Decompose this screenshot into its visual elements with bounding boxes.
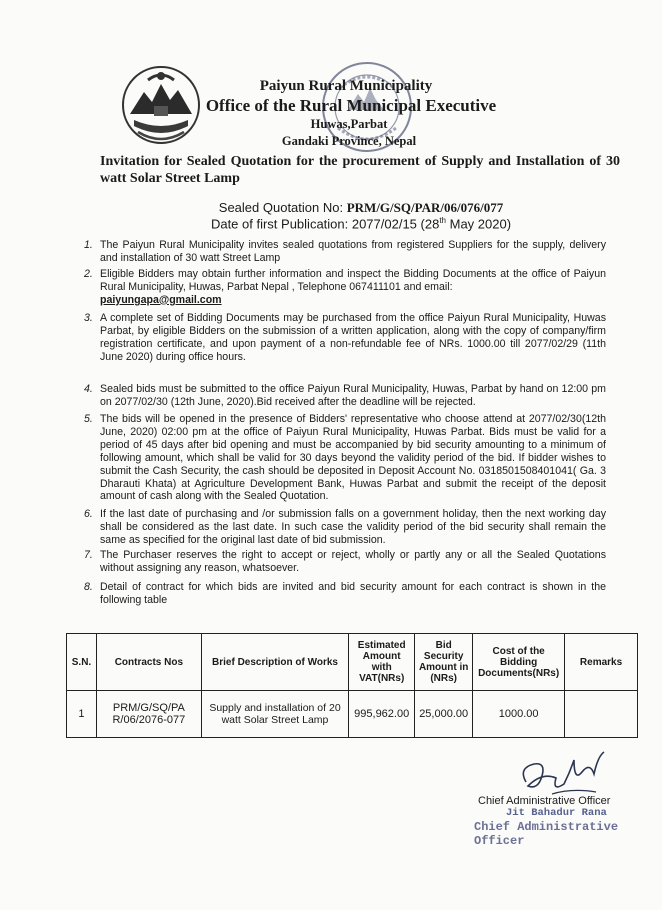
cell-bid-security: 25,000.00 — [415, 691, 473, 738]
office-name: Office of the Rural Municipal Executive — [205, 96, 497, 115]
list-item — [84, 268, 606, 307]
address-line-2: Gandaki Province, Nepal — [281, 134, 417, 148]
list-item — [84, 581, 606, 607]
item-text: The bids will be opened in the presence of Bidders' representative who choose attend at 2077/02/30(12th June, 2020) 02:00 pm at the office of Paiyun Rural Municipality, Huwas Parbat. Bids must be valid for a period of 45 days after bid opening and must be accompanied by bid security amounting to a minimum of following amount, which shall be valid for 30 days beyond the validity period of the bid. If bidder wishes to submit the Cash Security, the cash should be deposited in Deposit Account No. 0318501508401041( Ga. 3 Dharauti Khata) at Agriculture Development Bank, Huwas Parbat and submit the receipt of the deposit amount of cash along with the Sealed Quotation. — [100, 413, 606, 503]
address-line-1: Huwas,Parbat — [310, 117, 388, 131]
item-text: A complete set of Bidding Documents may be purchased from the office Paiyun Rural Municipality, Huwas Parbat, by eligible Bidders on the submission of a written application, along with the copy of company/firm registration certificate, and upon payment of a non-refundable fee of NRs. 1000.00 till 2077/02/29 (11th June 2020) during office hours. — [100, 312, 606, 363]
signatory-name: Jit Bahadur Rana — [506, 807, 607, 819]
quotation-number-label: Sealed Quotation No: — [218, 200, 344, 215]
publication-date-line — [0, 216, 662, 231]
item-number: 5. — [84, 413, 93, 425]
cell-description: Supply and installation of 20 watt Solar Street Lamp — [201, 691, 348, 738]
header-estimated-amount: Estimated Amount with VAT(NRs) — [349, 634, 415, 691]
cell-contract-no: PRM/G/SQ/PA R/06/2076-077 — [96, 691, 201, 738]
quotation-number-line — [0, 200, 662, 216]
item-number: 3. — [84, 312, 93, 324]
table-row — [67, 691, 638, 738]
list-item — [84, 508, 606, 547]
item-text: Eligible Bidders may obtain further information and inspect the Bidding Documents at the office of Paiyun Rural Municipality, Huwas, Parbat Nepal , Telephone 067411101 and email: — [100, 268, 606, 293]
item-number: 8. — [84, 581, 93, 593]
signatory-title: Chief Administrative Officer — [478, 795, 611, 807]
municipality-name: Paiyun Rural Municipality — [259, 78, 433, 94]
quotation-number: PRM/G/SQ/PAR/06/076/077 — [346, 200, 504, 215]
publication-date: Date of first Publication: 2077/02/15 (28 — [210, 216, 440, 232]
cell-document-cost: 1000.00 — [473, 691, 565, 738]
publication-date-end: May 2020) — [446, 216, 512, 232]
header-bid-security: Bid Security Amount in (NRs) — [415, 634, 473, 691]
item-text: Sealed bids must be submitted to the office Paiyun Rural Municipality, Huwas, Parbat by hand on 12:00 pm on 2077/02/30 (12th June, 2020).Bid received after the deadline will be rejected. — [100, 383, 606, 408]
header-document-cost: Cost of the Bidding Documents(NRs) — [473, 634, 565, 691]
item-number: 6. — [84, 508, 93, 520]
signatory-stamp: Chief Administrative Officer — [474, 820, 619, 848]
header-contract-no: Contracts Nos — [96, 634, 201, 691]
header-description: Brief Description of Works — [201, 634, 348, 691]
email-link[interactable]: paiyungapa@gmail.com — [100, 293, 222, 306]
item-text: The Paiyun Rural Municipality invites sealed quotations from registered Suppliers for the supply, delivery and installation of 30 watt Street Lamp — [100, 239, 606, 264]
list-item — [84, 312, 606, 364]
list-item — [84, 383, 606, 409]
cell-remarks — [565, 691, 638, 738]
cell-sn: 1 — [67, 691, 97, 738]
header-remarks: Remarks — [565, 634, 638, 691]
document-title: Invitation for Sealed Quotation for the procurement of Supply and Installation of 30 watt Solar Street Lamp — [100, 154, 620, 186]
list-item — [84, 239, 606, 265]
item-text: The Purchaser reserves the right to accept or reject, wholly or partly any or all the Sealed Quotations without assigning any reason, whatsoever. — [100, 549, 606, 574]
item-number: 1. — [84, 239, 93, 251]
publication-date-suffix: th — [439, 216, 446, 225]
contract-table — [66, 633, 638, 738]
item-number: 4. — [84, 383, 93, 395]
item-number: 2. — [84, 268, 93, 280]
item-text: Detail of contract for which bids are invited and bid security amount for each contract is shown in the following table — [100, 581, 606, 606]
table-header-row — [67, 634, 638, 691]
item-number: 7. — [84, 549, 93, 561]
item-text: If the last date of purchasing and /or submission falls on a government holiday, then the next working day shall be considered as the last date. In such case the validity period of the bid security shall remain the same as specified for the original last date of bid submission. — [100, 508, 606, 546]
list-item — [84, 413, 606, 503]
list-item — [84, 549, 606, 575]
header-sn: S.N. — [67, 634, 97, 691]
cell-estimated-amount: 995,962.00 — [349, 691, 415, 738]
